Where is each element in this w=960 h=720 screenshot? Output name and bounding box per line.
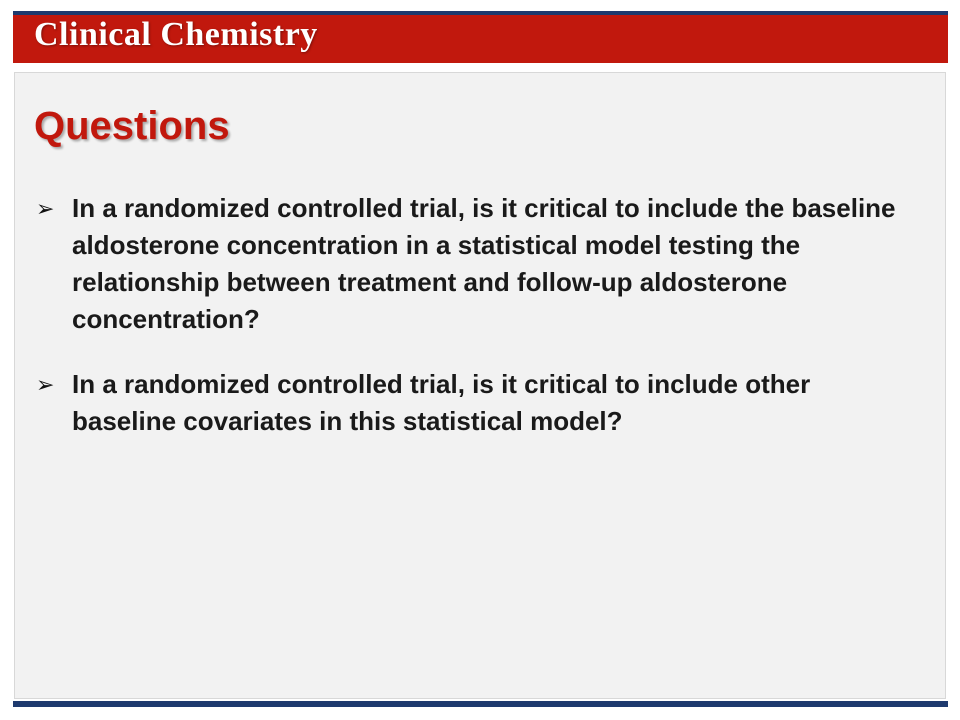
arrow-bullet-icon: ➢ [36, 372, 55, 397]
bullet-text: In a randomized controlled trial, is it critical to include the baseline aldosterone concentration in a statistical model testing the relationship between treatment and follow-up aldosterone concentration? [72, 193, 896, 334]
bullet-list [36, 190, 916, 468]
arrow-bullet-icon: ➢ [36, 196, 55, 221]
bullet-text: In a randomized controlled trial, is it critical to include other baseline covariates in this statistical model? [72, 369, 811, 436]
slide-title: Questions [34, 104, 230, 148]
bullet-item [36, 366, 916, 440]
bullet-item [36, 190, 916, 338]
journal-title: Clinical Chemistry [34, 16, 318, 53]
footer-bottom-rule [13, 701, 948, 707]
